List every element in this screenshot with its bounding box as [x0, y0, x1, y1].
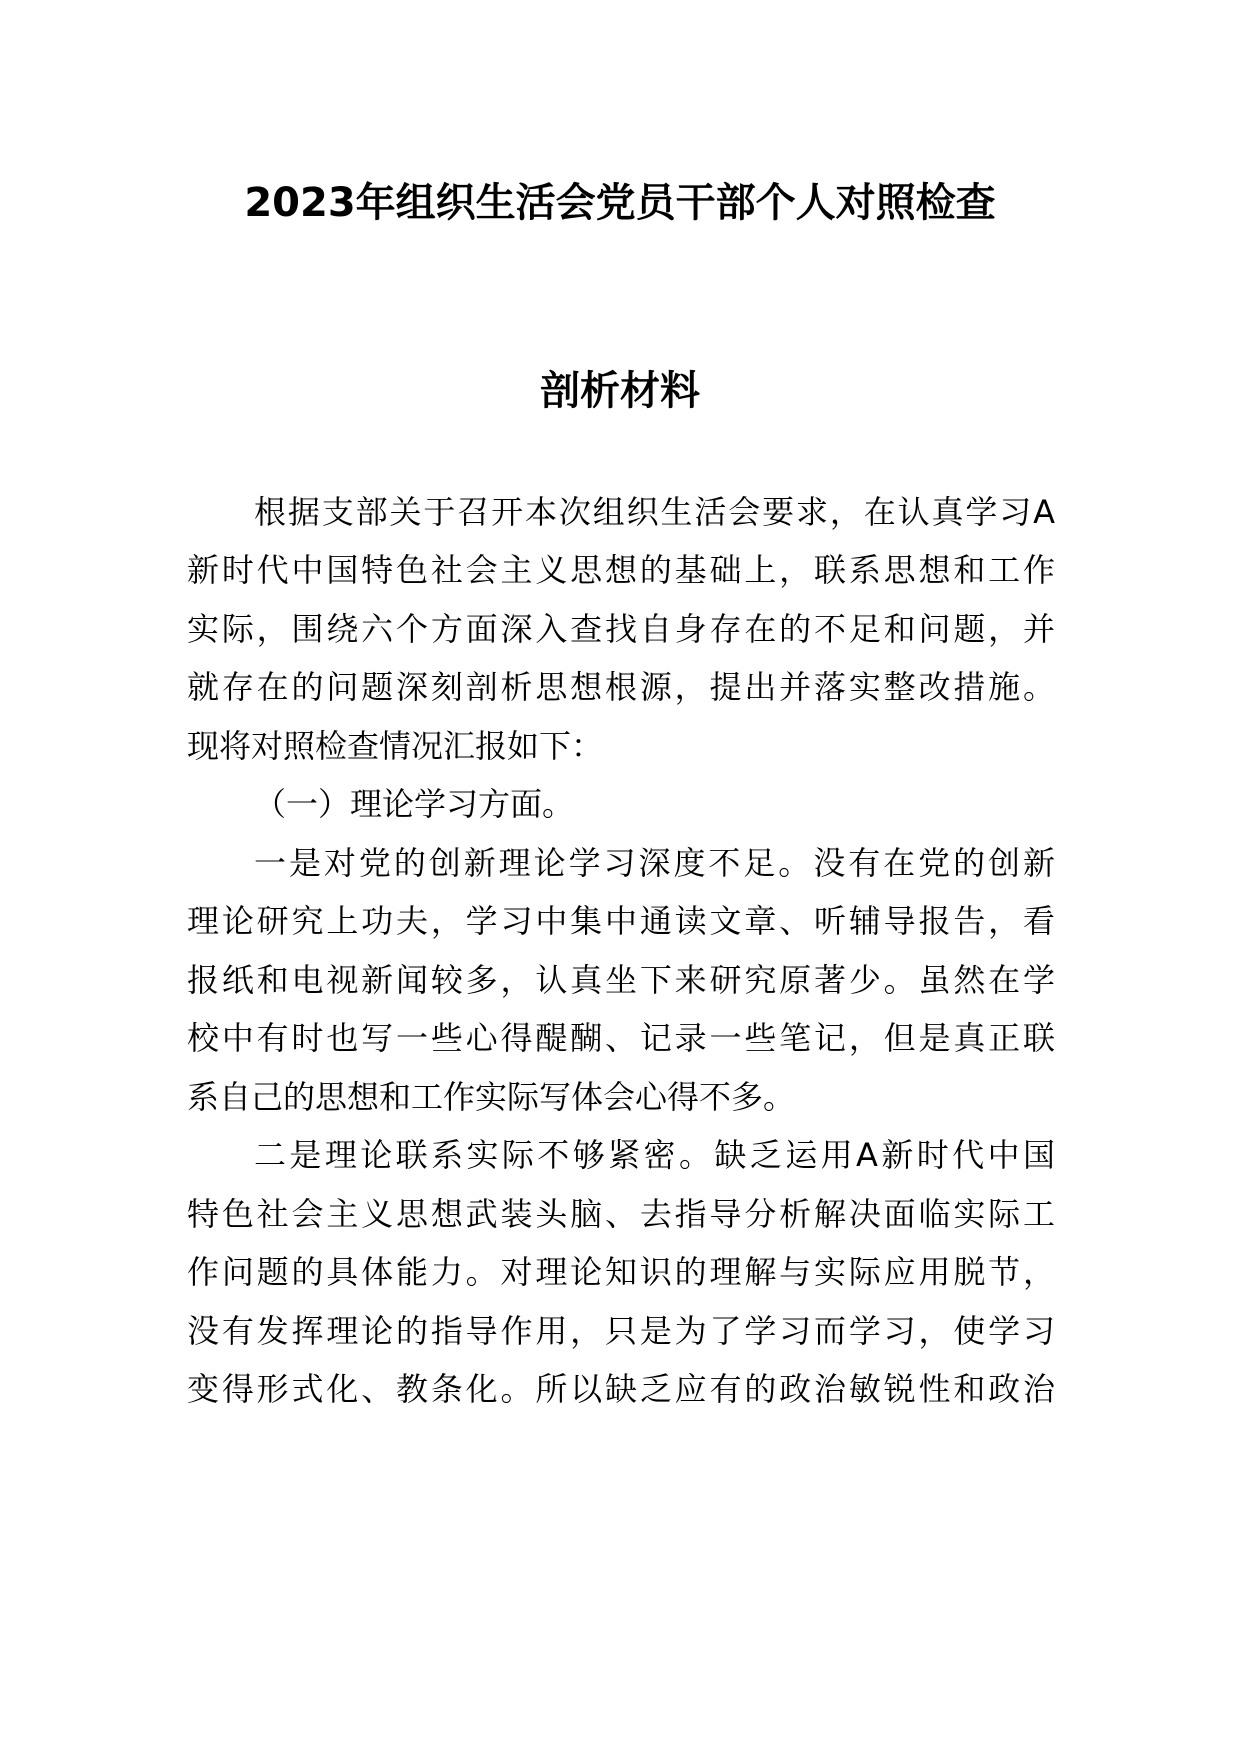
body-line-13: 特色社会主义思想武装头脑、去指导分析解决面临实际工: [187, 1195, 1055, 1233]
document-title-line-2: 剖析材料: [540, 368, 700, 414]
body-line-15: 没有发挥理论的指导作用，只是为了学习而学习，使学习: [187, 1312, 1055, 1350]
body-line-16: 变得形式化、教条化。所以缺乏应有的政治敏锐性和政治: [187, 1370, 1055, 1408]
body-line-12: 二是理论联系实际不够紧密。缺乏运用A新时代中国: [254, 1136, 1055, 1174]
body-line-1: 根据支部关于召开本次组织生活会要求，在认真学习A: [254, 493, 1055, 531]
body-line-7: 一是对党的创新理论学习深度不足。没有在党的创新: [254, 844, 1055, 882]
body-line-10: 校中有时也写一些心得醍醐、记录一些笔记，但是真正联: [187, 1019, 1055, 1057]
body-line-8: 理论研究上功夫，学习中集中通读文章、听辅导报告，看: [187, 902, 1055, 940]
body-line-2: 新时代中国特色社会主义思想的基础上，联系思想和工作: [187, 551, 1055, 589]
body-line-14: 作问题的具体能力。对理论知识的理解与实际应用脱节，: [187, 1253, 1055, 1291]
section-heading-theory-study: （一）理论学习方面。: [254, 785, 575, 823]
body-line-4: 就存在的问题深刻剖析思想根源，提出并落实整改措施。: [187, 668, 1055, 706]
document-title-line-1: 2023年组织生活会党员干部个人对照检查: [244, 180, 996, 226]
body-line-9: 报纸和电视新闻较多，认真坐下来研究原著少。虽然在学: [187, 961, 1055, 999]
body-line-5: 现将对照检查情况汇报如下：: [187, 727, 604, 765]
body-line-3: 实际，围绕六个方面深入查找自身存在的不足和问题，并: [187, 610, 1055, 648]
body-line-11: 系自己的思想和工作实际写体会心得不多。: [187, 1078, 796, 1116]
